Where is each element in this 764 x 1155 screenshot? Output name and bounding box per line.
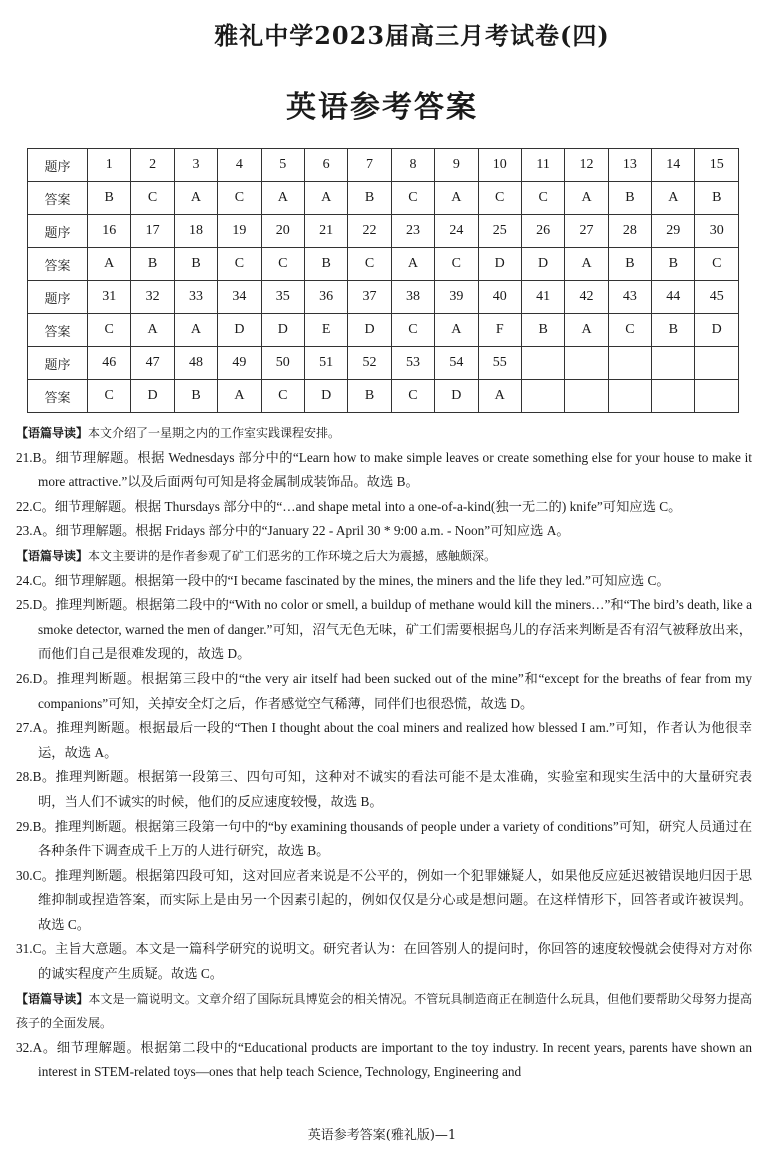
question-number-cell: 10 [478,149,521,182]
answer-row-label: 答案 [28,182,88,215]
answer-row [28,248,739,281]
question-number-cell: 7 [348,149,391,182]
answer-cell: D [218,314,261,347]
answer-cell: A [218,380,261,413]
answer-explanation: 29.B。推理判断题。根据第三段第一句中的“by examining thousands of people under a variety of conditions”可知，研究人员通过在各种条件下调查成千上万的人进行研究，故选 B。 [16,818,752,859]
answer-cell: A [565,314,608,347]
answer-cell: A [652,182,695,215]
page-footer: 英语参考答案(雅礼版)—1 [307,1128,457,1143]
question-number-cell: 21 [304,215,347,248]
guide-text: 本文主要讲的是作者参观了矿工们恶劣的工作环境之后大为震撼，感触颇深。 [88,548,497,563]
answer-cell: B [695,182,739,215]
answer-cell: B [304,248,347,281]
guide-tag: 【语篇导读】 [16,548,89,563]
question-number-cell: 5 [261,149,304,182]
answer-cell: A [565,248,608,281]
answer-table [27,148,739,413]
question-number-cell: 43 [608,281,651,314]
question-number-cell [695,347,739,380]
question-number-cell: 28 [608,215,651,248]
question-row-label: 题序 [28,215,88,248]
question-number-cell [521,347,564,380]
answer-row-label: 答案 [28,380,88,413]
answer-cell: A [261,182,304,215]
question-number-cell: 31 [88,281,131,314]
answer-explanation: 32.A。细节理解题。根据第二段中的“Educational products are important to the toy industry. In recent years, parents have shown an interest in STEM-related toys—ones that help teach Science, Technology, Engineering and [16,1039,752,1080]
question-number-cell: 2 [131,149,174,182]
question-number-cell: 1 [88,149,131,182]
answer-explanation: 23.A。细节理解题。根据 Fridays 部分中的“January 22 - April 30 * 9:00 a.m. - Noon”可知应选 A。 [16,523,570,539]
question-number-cell: 34 [218,281,261,314]
question-number-row [28,281,739,314]
answer-cell: C [218,182,261,215]
question-number-cell: 20 [261,215,304,248]
question-number-row [28,215,739,248]
answer-cell: B [348,380,391,413]
exam-title: 雅礼中学2023届高三月考试卷(四) [214,21,610,50]
answer-explanation: 26.D。推理判断题。根据第三段中的“the very air itself had been sucked out of the mine”和“except for the breaths of fear from my companions”可知，关掉安全灯之后，作者感觉空气稀薄，同伴们也很恐慌，故选 D。 [16,670,752,711]
question-number-cell: 49 [218,347,261,380]
answer-cell: A [174,314,217,347]
question-row-label: 题序 [28,347,88,380]
answer-explanation: 31.C。主旨大意题。本文是一篇科学研究的说明文。研究者认为：在回答别人的提问时，你回答的速度较慢就会使得对方对你的诚实程度产生质疑。故选 C。 [16,941,752,982]
question-number-cell: 22 [348,215,391,248]
guide-tag: 【语篇导读】 [16,991,89,1006]
question-number-cell: 11 [521,149,564,182]
answer-cell: A [435,182,478,215]
question-number-cell: 23 [391,215,434,248]
answer-cell: D [261,314,304,347]
question-number-cell: 27 [565,215,608,248]
answer-cell: A [131,314,174,347]
question-number-cell: 52 [348,347,391,380]
reading-guide [16,421,752,446]
answer-explanation: 28.B。推理判断题。根据第一段第三、四句可知，这种对不诚实的看法可能不是太准确，实验室和现实生活中的大量研究表明，当人们不诚实的时候，他们的反应速度较慢，故选 B。 [16,769,752,809]
document-title: 英语参考答案 [286,90,478,125]
answer-explanation: 25.D。推理判断题。根据第二段中的“With no color or smell, a buildup of methane would kill the miners…”和“The bird’s death, like a smoke detector, warned the men of danger.”可知，沼气无色无味，矿工们需要根据鸟儿的存活来判断是否有沼气被释放出来，而他们自己是很难发现的，故选 D。 [16,597,752,662]
question-number-cell: 16 [88,215,131,248]
answer-explanation: 22.C。细节理解题。根据 Thursdays 部分中的“…and shape metal into a one-of-a-kind(独一无二的) knife”可知应选 C。 [16,498,682,514]
answer-row [28,182,739,215]
explanations [16,421,752,1085]
question-number-cell: 26 [521,215,564,248]
answer-cell: E [304,314,347,347]
answer-cell: A [435,314,478,347]
answer-cell: C [521,182,564,215]
answer-cell [608,380,651,413]
answer-cell: C [435,248,478,281]
question-number-cell: 42 [565,281,608,314]
answer-cell: C [261,248,304,281]
answer-cell: B [652,314,695,347]
answer-cell: C [478,182,521,215]
question-number-cell: 48 [174,347,217,380]
question-number-cell: 47 [131,347,174,380]
question-number-cell: 18 [174,215,217,248]
question-number-cell: 53 [391,347,434,380]
question-number-cell: 19 [218,215,261,248]
question-number-cell: 8 [391,149,434,182]
question-row-label: 题序 [28,281,88,314]
answer-row [28,380,739,413]
question-number-cell: 37 [348,281,391,314]
answer-cell: B [608,182,651,215]
question-number-cell: 39 [435,281,478,314]
answer-cell [565,380,608,413]
answer-cell: C [88,314,131,347]
question-number-cell: 9 [435,149,478,182]
question-number-cell: 24 [435,215,478,248]
answer-cell: C [608,314,651,347]
question-number-cell: 51 [304,347,347,380]
answer-cell: D [131,380,174,413]
question-number-cell: 40 [478,281,521,314]
answer-cell: C [218,248,261,281]
answer-cell: D [304,380,347,413]
answer-explanation: 21.B。细节理解题。根据 Wednesdays 部分中的“Learn how to make simple leaves or create something else for your house to make it more attractive.”以及后面两句可知是将金属制成装饰品。故选 B。 [16,449,752,490]
answer-cell: A [174,182,217,215]
question-number-cell: 50 [261,347,304,380]
question-number-cell: 32 [131,281,174,314]
exam-header [0,16,764,51]
answer-cell: C [88,380,131,413]
answer-explanation: 30.C。推理判断题。根据第四段可知，这对回应者来说是不公平的，例如一个犯罪嫌疑人，如果他反应延迟被错误地归因于思维抑制或捏造答案，而实际上是由另一个因素引起的，例如仅仅是分心或是想问题。在这样情形下，回答者或许被误判。故选 C。 [16,867,752,932]
question-number-cell: 33 [174,281,217,314]
question-number-cell [652,347,695,380]
answer-cell: D [348,314,391,347]
answer-cell: C [131,182,174,215]
answer-cell: B [174,248,217,281]
answer-cell: C [695,248,739,281]
question-number-cell: 14 [652,149,695,182]
question-number-cell: 46 [88,347,131,380]
answer-cell: D [435,380,478,413]
question-number-cell: 36 [304,281,347,314]
guide-text: 本文是一篇说明文。文章介绍了国际玩具博览会的相关情况。不管玩具制造商正在制造什么玩具，但他们要帮助父母努力提高孩子的全面发展。 [16,991,752,1031]
question-number-cell: 6 [304,149,347,182]
question-number-cell: 13 [608,149,651,182]
answer-cell: A [478,380,521,413]
answer-cell: D [695,314,739,347]
answer-cell [521,380,564,413]
answer-cell: B [652,248,695,281]
question-number-cell: 12 [565,149,608,182]
question-number-cell: 25 [478,215,521,248]
answer-row-label: 答案 [28,248,88,281]
answer-cell [695,380,739,413]
question-number-cell: 55 [478,347,521,380]
answer-cell: A [391,248,434,281]
question-number-cell: 4 [218,149,261,182]
answer-cell: D [521,248,564,281]
answer-cell: B [348,182,391,215]
reading-guide [16,987,752,1036]
question-number-cell: 30 [695,215,739,248]
answer-cell: C [261,380,304,413]
question-number-cell: 38 [391,281,434,314]
answer-explanation: 27.A。推理判断题。根据最后一段的“Then I thought about the coal miners and realized how blessed I am.”可知，作者认为他很幸运，故选 A。 [16,720,752,760]
answer-cell: C [391,182,434,215]
guide-text: 本文介绍了一星期之内的工作室实践课程安排。 [88,426,341,440]
answer-explanation: 24.C。细节理解题。根据第一段中的“I became fascinated by the mines, the miners and the life they led.”可知应选 C。 [16,572,670,588]
answer-cell: D [478,248,521,281]
answer-cell: F [478,314,521,347]
answer-row-label: 答案 [28,314,88,347]
question-number-cell: 45 [695,281,739,314]
answer-cell: C [391,380,434,413]
answer-cell: B [608,248,651,281]
question-number-cell [565,347,608,380]
question-number-cell: 15 [695,149,739,182]
question-number-cell: 17 [131,215,174,248]
answer-cell: B [174,380,217,413]
question-number-row [28,149,739,182]
answer-cell: C [348,248,391,281]
reading-guide [16,544,752,569]
question-number-cell [608,347,651,380]
answer-cell: B [521,314,564,347]
answer-cell [652,380,695,413]
answer-row [28,314,739,347]
guide-tag: 【语篇导读】 [16,426,89,440]
question-number-cell: 3 [174,149,217,182]
answer-cell: A [565,182,608,215]
question-number-cell: 54 [435,347,478,380]
answer-cell: A [88,248,131,281]
question-number-row [28,347,739,380]
question-number-cell: 35 [261,281,304,314]
answer-cell: C [391,314,434,347]
question-number-cell: 44 [652,281,695,314]
answer-cell: A [304,182,347,215]
question-row-label: 题序 [28,149,88,182]
question-number-cell: 41 [521,281,564,314]
answer-cell: B [131,248,174,281]
answer-cell: B [88,182,131,215]
question-number-cell: 29 [652,215,695,248]
